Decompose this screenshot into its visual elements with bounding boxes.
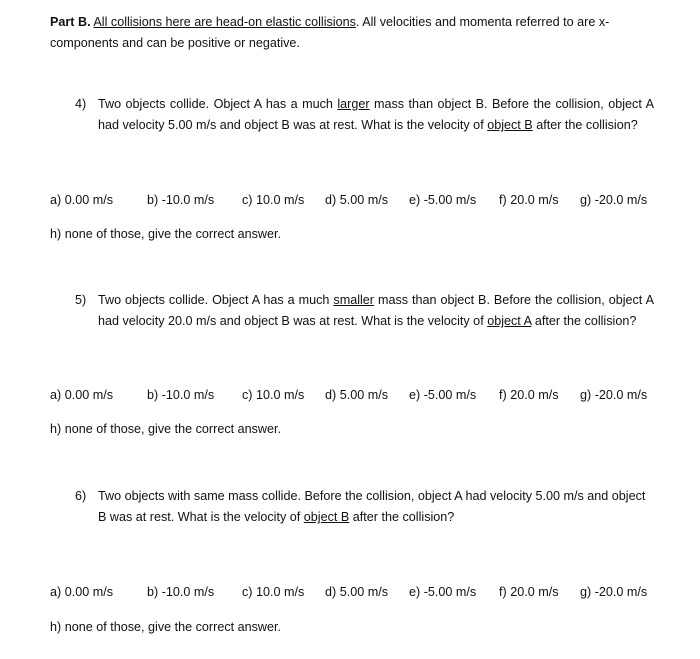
question-6-option-g[interactable]: g) -20.0 m/s (580, 585, 648, 599)
question-5-option-h[interactable]: h) none of those, give the correct answer. (50, 422, 282, 436)
question-5-text-c: after the collision? (531, 314, 637, 328)
question-4-text-b: mass than object B. Before the collision, object A had velocity 5.00 m/s and object B was at rest. What is the velocity of (98, 97, 654, 132)
question-6-option-b[interactable]: b) -10.0 m/s (147, 585, 215, 599)
question-4-option-g[interactable]: g) -20.0 m/s (580, 193, 648, 207)
question-4-option-h[interactable]: h) none of those, give the correct answer. (50, 227, 282, 241)
question-4-option-b[interactable]: b) -10.0 m/s (147, 193, 215, 207)
part-label: Part B. (50, 15, 91, 29)
question-5-option-c[interactable]: c) 10.0 m/s (242, 388, 305, 402)
question-4-emphasis: larger (337, 97, 370, 111)
question-5-option-b[interactable]: b) -10.0 m/s (147, 388, 215, 402)
part-intro-rest: . All velocities and momenta referred to are x-components and can be positive or negative. (50, 15, 610, 50)
question-4-target: object B (487, 118, 533, 132)
question-6-text-a: Two objects with same mass collide. Before the collision, object A had velocity 5.00 m/s and object B was at rest. What is the velocity of (98, 489, 646, 524)
question-5-text-b: mass than object B. Before the collision, object A had velocity 20.0 m/s and object B was at rest. What is the velocity of (98, 293, 654, 328)
question-5-option-a[interactable]: a) 0.00 m/s (50, 388, 113, 402)
question-6-option-h[interactable]: h) none of those, give the correct answer. (50, 620, 282, 634)
question-6-option-f[interactable]: f) 20.0 m/s (499, 585, 559, 599)
question-6-option-c[interactable]: c) 10.0 m/s (242, 585, 305, 599)
question-5-number: 5) (75, 293, 87, 307)
question-5-text (98, 290, 654, 332)
question-4-text (98, 94, 654, 136)
question-4-text-a: Two objects collide. Object A has a much (98, 97, 338, 111)
part-intro (50, 12, 660, 54)
question-4-option-d[interactable]: d) 5.00 m/s (325, 193, 388, 207)
question-5-text-a: Two objects collide. Object A has a much (98, 293, 334, 307)
question-6-option-e[interactable]: e) -5.00 m/s (409, 585, 477, 599)
question-5-emphasis: smaller (333, 293, 374, 307)
question-5-option-e[interactable]: e) -5.00 m/s (409, 388, 477, 402)
question-5-option-f[interactable]: f) 20.0 m/s (499, 388, 559, 402)
part-underlined-statement: All collisions here are head-on elastic collisions (93, 15, 356, 29)
question-4-number: 4) (75, 97, 87, 111)
question-5-option-g[interactable]: g) -20.0 m/s (580, 388, 648, 402)
question-6-text-c: after the collision? (349, 510, 455, 524)
question-6-option-d[interactable]: d) 5.00 m/s (325, 585, 388, 599)
question-4-option-c[interactable]: c) 10.0 m/s (242, 193, 305, 207)
question-5-target: object A (487, 314, 532, 328)
question-6-number: 6) (75, 489, 87, 503)
question-4-text-c: after the collision? (532, 118, 638, 132)
question-6-text (98, 486, 654, 528)
question-5-option-d[interactable]: d) 5.00 m/s (325, 388, 388, 402)
question-4-option-f[interactable]: f) 20.0 m/s (499, 193, 559, 207)
question-4-option-e[interactable]: e) -5.00 m/s (409, 193, 477, 207)
question-6-option-a[interactable]: a) 0.00 m/s (50, 585, 113, 599)
question-4-option-a[interactable]: a) 0.00 m/s (50, 193, 113, 207)
question-6-target: object B (303, 510, 350, 524)
